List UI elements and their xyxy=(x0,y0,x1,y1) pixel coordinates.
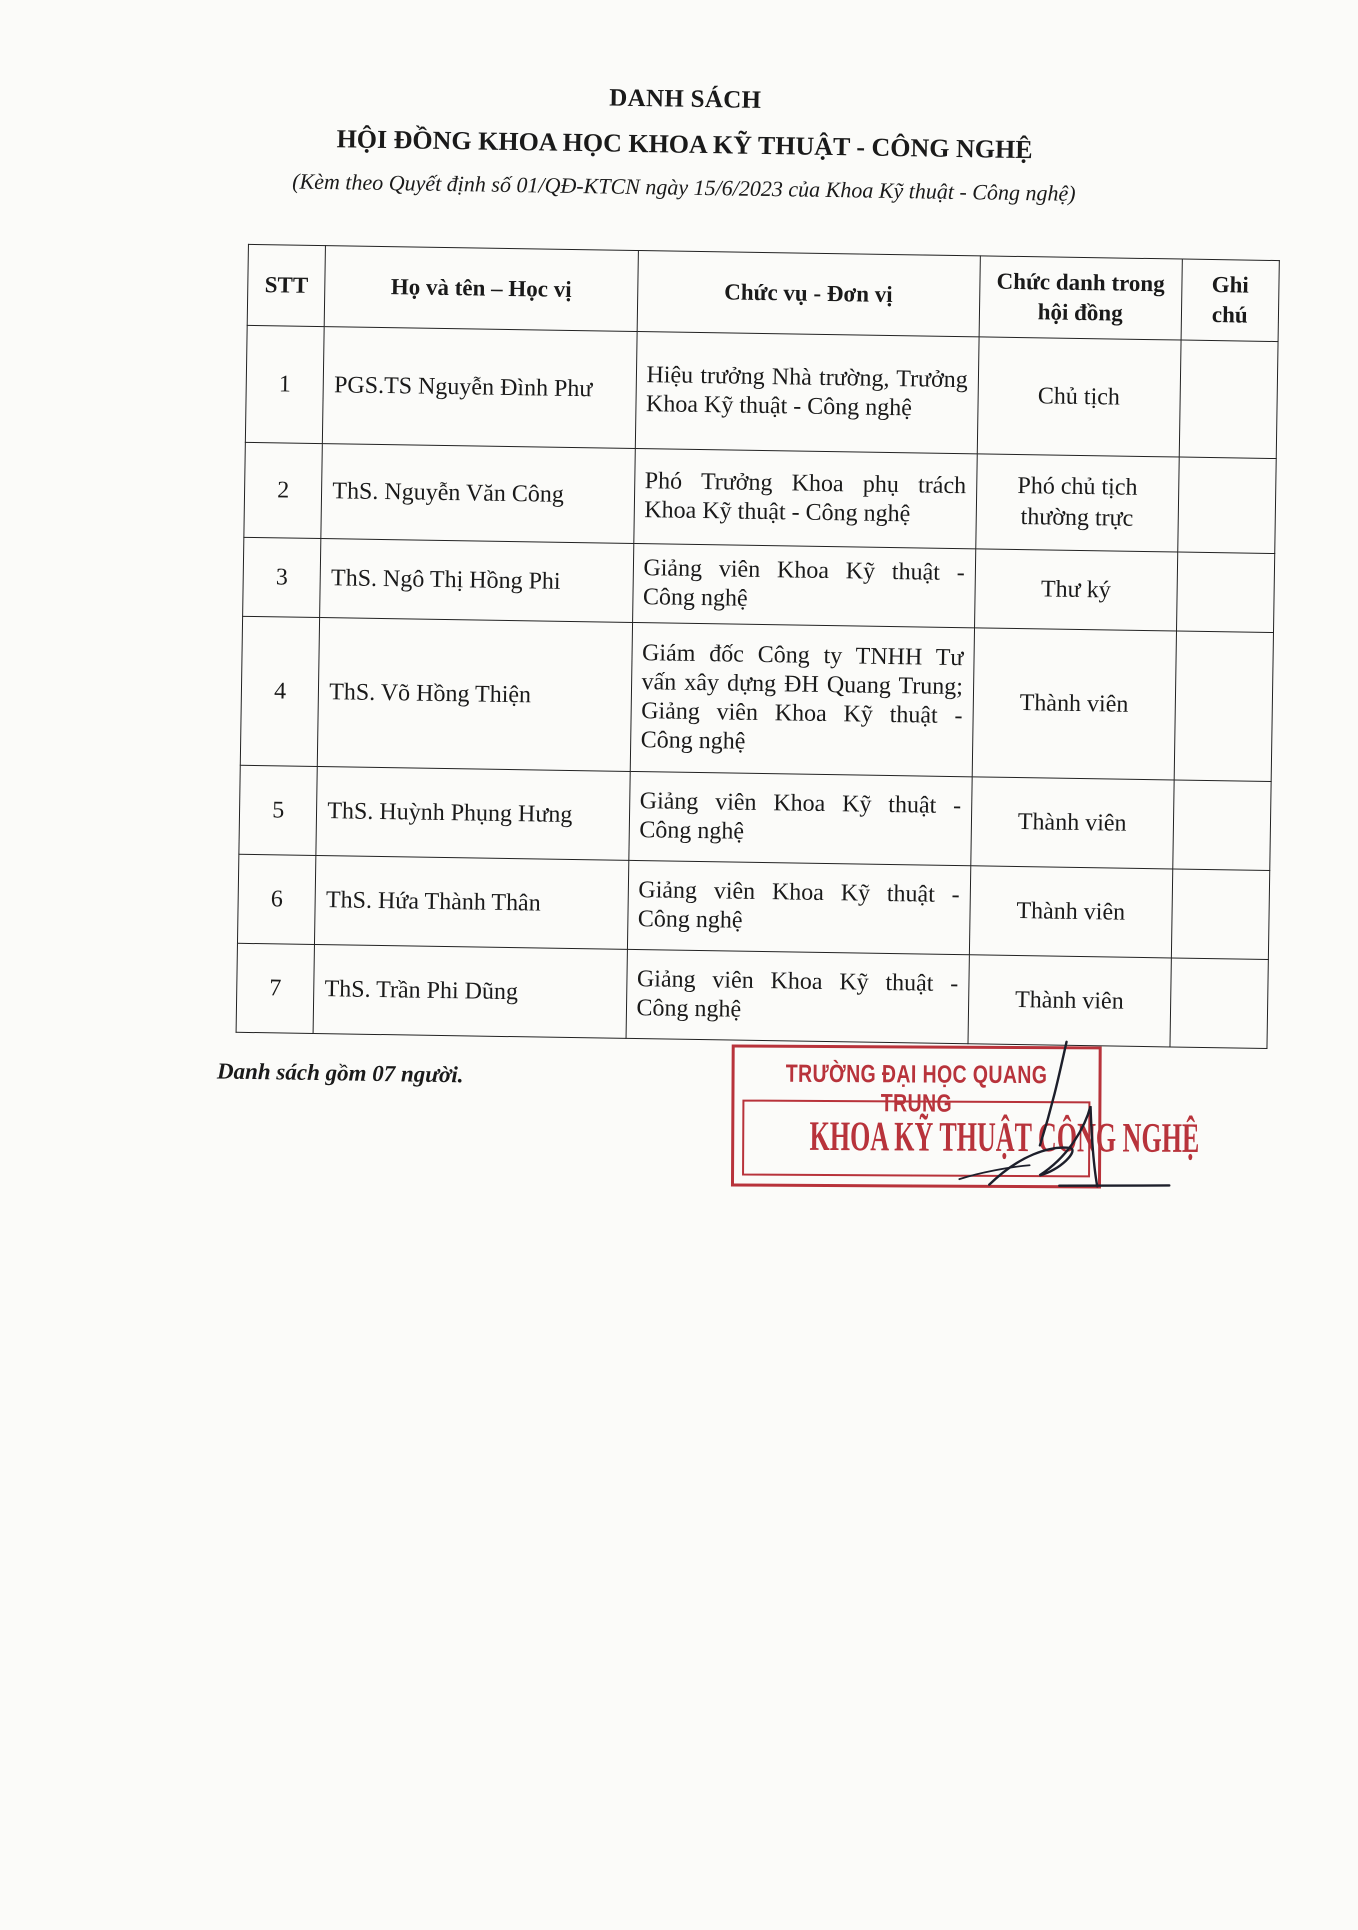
cell-position: Giảng viên Khoa Kỹ thuật - Công nghệ xyxy=(626,949,970,1043)
cell-position: Hiệu trưởng Nhà trường, Trưởng Khoa Kỹ thuật - Công nghệ xyxy=(635,331,979,453)
cell-position: Giảng viên Khoa Kỹ thuật - Công nghệ xyxy=(632,543,976,627)
cell-note xyxy=(1176,552,1275,633)
cell-role: Chủ tịch xyxy=(977,337,1181,457)
cell-note xyxy=(1179,340,1278,459)
cell-role: Thành viên xyxy=(971,777,1174,869)
stamp-faculty-text: KHOA KỸ THUẬT CÔNG NGHỆ xyxy=(809,1113,1200,1162)
decision-reference: (Kèm theo Quyết định số 01/QĐ-KTCN ngày 15/6/2023 của Khoa Kỹ thuật - Công nghệ) xyxy=(292,168,1076,206)
member-count-note: Danh sách gồm 07 người. xyxy=(216,1058,464,1088)
cell-name: ThS. Trần Phi Dũng xyxy=(313,945,627,1039)
handwritten-signature xyxy=(919,1034,1181,1198)
cell-stt: 6 xyxy=(237,854,316,944)
cell-role: Thành viên xyxy=(968,955,1171,1047)
cell-note xyxy=(1171,869,1270,960)
cell-stt: 5 xyxy=(239,765,318,855)
cell-position: Giảng viên Khoa Kỹ thuật - Công nghệ xyxy=(627,860,971,954)
header-stt: STT xyxy=(247,244,326,326)
cell-stt: 7 xyxy=(236,943,315,1033)
cell-name: PGS.TS Nguyễn Đình Phư xyxy=(323,327,637,449)
cell-role: Phó chủ tịch thường trực xyxy=(976,454,1179,552)
cell-note xyxy=(1177,457,1276,554)
council-members-table xyxy=(236,244,1280,1049)
cell-position: Giảng viên Khoa Kỹ thuật - Công nghệ xyxy=(628,771,972,865)
cell-position: Giám đốc Công ty TNHH Tư vấn xây dựng ĐH Quang Trung; Giảng viên Khoa Kỹ thuật - Công nghệ xyxy=(630,622,975,776)
table-row xyxy=(244,442,1276,553)
cell-role: Thư ký xyxy=(974,549,1177,631)
cell-note xyxy=(1174,631,1274,782)
header-note: Ghi chú xyxy=(1181,259,1280,342)
table-row xyxy=(239,765,1271,870)
cell-note xyxy=(1170,958,1269,1049)
document-title: DANH SÁCH xyxy=(609,84,762,114)
table-row xyxy=(236,943,1268,1048)
cell-stt: 4 xyxy=(240,616,320,766)
cell-stt: 1 xyxy=(245,325,324,443)
cell-name: ThS. Ngô Thị Hồng Phi xyxy=(320,539,633,623)
cell-role: Thành viên xyxy=(969,866,1172,958)
header-position: Chức vụ - Đơn vị xyxy=(637,250,981,336)
document-subtitle: HỘI ĐỒNG KHOA HỌC KHOA KỸ THUẬT - CÔNG NGHỆ xyxy=(336,124,1033,165)
cell-role: Thành viên xyxy=(972,628,1176,780)
cell-name: ThS. Huỳnh Phụng Hưng xyxy=(316,767,630,861)
cell-stt: 3 xyxy=(243,537,322,617)
cell-position: Phó Trưởng Khoa phụ trách Khoa Kỹ thuật - Công nghệ xyxy=(633,448,977,548)
cell-note xyxy=(1172,780,1271,871)
table-row xyxy=(237,854,1269,959)
cell-name: ThS. Võ Hồng Thiện xyxy=(318,618,633,772)
header-name: Họ và tên – Học vị xyxy=(324,246,637,332)
cell-name: ThS. Hứa Thành Thân xyxy=(315,856,629,950)
table-row xyxy=(245,325,1278,458)
stamp-university-text: TRƯỜNG ĐẠI HỌC QUANG TRUNG xyxy=(785,1059,1048,1118)
table-row xyxy=(240,616,1273,781)
header-role: Chức danh trong hội đồng xyxy=(979,256,1182,340)
cell-name: ThS. Nguyễn Văn Công xyxy=(321,444,635,544)
cell-stt: 2 xyxy=(244,442,323,538)
